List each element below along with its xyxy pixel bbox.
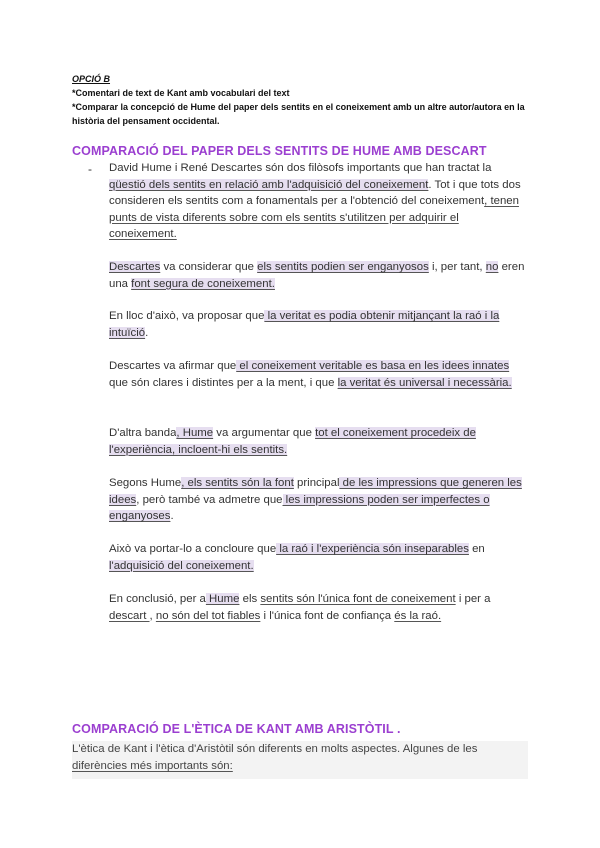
highlight-run: no xyxy=(485,261,499,273)
text-run: En lloc d'això, va proposar que xyxy=(109,310,265,322)
text-run: en xyxy=(468,543,485,555)
highlight-run: font segura de coneixement. xyxy=(131,277,275,290)
highlight-run: la veritat és universal i necessària. xyxy=(337,376,512,389)
bullet-dash: - xyxy=(88,162,92,176)
highlight-run: tot el coneixement procedeix de l'experiència, incloent-hi els sentits. xyxy=(109,427,476,456)
text-run: els xyxy=(239,593,261,605)
text-run: , xyxy=(149,609,156,622)
option-line-1: *Comentari de text de Kant amb vocabulari del text xyxy=(72,88,290,98)
paragraph-6 xyxy=(109,475,529,525)
text-run: va argumentar que xyxy=(213,427,316,439)
text-run: . xyxy=(145,326,149,339)
text-run: Això va portar-lo a concloure que xyxy=(109,543,277,555)
highlight-run: , els sentits són la font xyxy=(181,477,294,489)
text-run: Segons Hume xyxy=(109,477,182,489)
ethics-paragraph xyxy=(72,741,528,779)
underline-run: no són del tot fiables xyxy=(155,609,261,622)
highlight-run: , Hume xyxy=(176,427,214,439)
underline-run: diferències més importants són: xyxy=(72,760,233,772)
highlight-run: qüestió dels sentits en relació amb l'adquisició del coneixement xyxy=(109,178,429,191)
options-block xyxy=(72,72,542,128)
text-run: va considerar que xyxy=(160,261,258,273)
paragraph-2 xyxy=(109,259,529,292)
highlight-run: els sentits podien ser enganyosos xyxy=(257,261,429,273)
paragraph-7 xyxy=(109,541,529,574)
text-run: eren una xyxy=(109,261,525,290)
text-run: David Hume i René Descartes són dos filòsofs importants que han tractat la xyxy=(109,162,492,174)
text-run: . xyxy=(170,510,174,523)
section-heading-ethics: COMPARACIÓ DE L'ÈTICA DE KANT AMB ARISTÒTIL . xyxy=(72,722,401,736)
option-line-2: *Comparar la concepció de Hume del paper dels sentits en el coneixement amb un altre autor/autora en la història del pensament occidental. xyxy=(72,102,525,126)
section-heading-senses: COMPARACIÓ DEL PAPER DELS SENTITS DE HUME AMB DESCART xyxy=(72,144,487,158)
text-run: En conclusió, per a xyxy=(109,593,206,605)
text-run: i, per tant, xyxy=(428,261,486,273)
highlight-run: la veritat es podia obtenir mitjançant la raó i la intuïció xyxy=(109,310,500,339)
text-run: . Tot i que tots dos consideren els sentits com a fonamentals per a l'obtenció del coneixement xyxy=(109,178,521,208)
paragraph-4 xyxy=(109,358,529,391)
underline-run: és la raó. xyxy=(394,609,442,622)
text-run: principal xyxy=(293,477,340,489)
highlight-run: la raó i l'experiència són inseparables xyxy=(276,543,469,555)
highlight-run: el coneixement veritable es basa en les idees innates xyxy=(236,360,510,372)
paragraph-3 xyxy=(109,308,529,341)
text-run: L'ètica de Kant i l'ètica d'Aristòtil són diferents en molts aspectes. Algunes de les xyxy=(72,743,478,755)
text-run: Descartes va afirmar que xyxy=(109,360,237,372)
highlight-run: l'adquisició del coneixement. xyxy=(109,559,254,572)
underline-run: sentits són l'única font de coneixement xyxy=(260,593,456,605)
option-title: OPCIÓ B xyxy=(72,74,111,84)
highlight-run: de les impressions que generen les idees xyxy=(109,477,522,506)
underline-run: , tenen punts de vista diferents sobre com els sentits s'utilitzen per adquirir el coneixement. xyxy=(109,195,519,241)
paragraph-1 xyxy=(109,160,529,243)
underline-run: descart xyxy=(109,609,150,622)
text-run: i l'única font de confiança xyxy=(260,609,395,622)
text-run: D'altra banda xyxy=(109,427,177,439)
text-run: i per a xyxy=(455,593,491,605)
text-run: que són clares i distintes per a la ment, i que xyxy=(109,376,338,389)
highlight-run: les impressions poden ser imperfectes o enganyoses xyxy=(109,493,490,523)
highlight-run: Hume xyxy=(205,593,240,605)
text-run: , però també va admetre que xyxy=(136,493,283,506)
paragraph-8 xyxy=(109,591,529,624)
paragraph-5 xyxy=(109,425,529,458)
highlight-run: Descartes xyxy=(109,261,161,273)
